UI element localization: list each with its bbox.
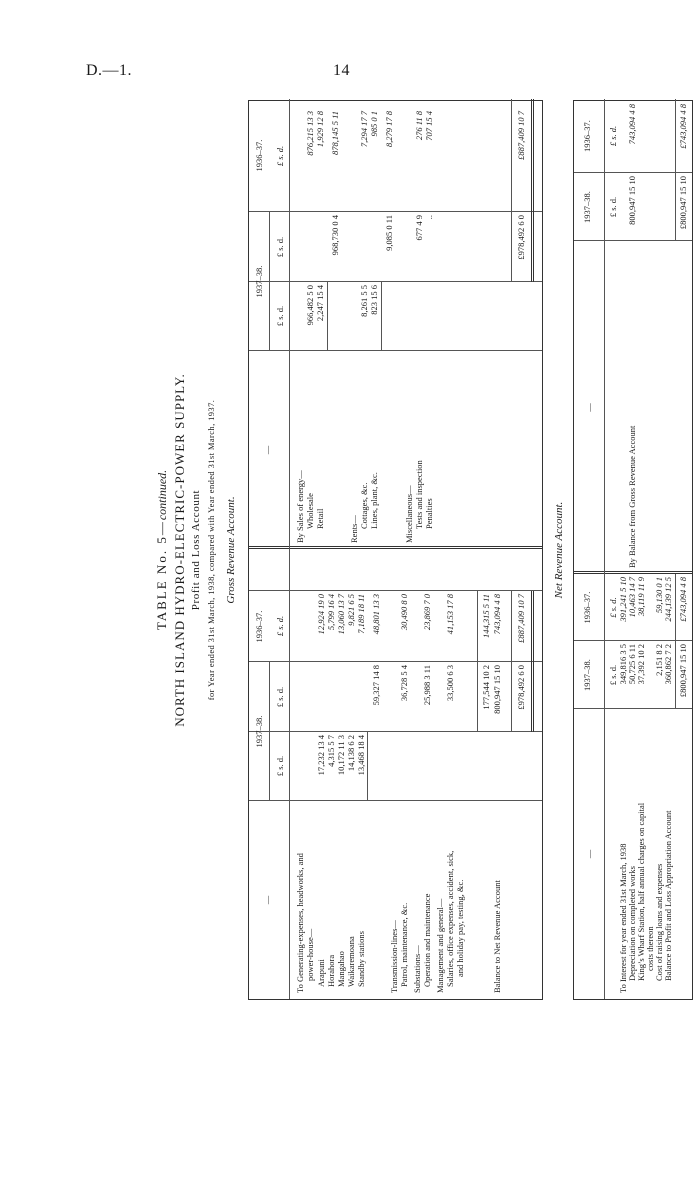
gross-dr-col-1936: 1936–37.	[254, 610, 264, 643]
cottages-1936: 7,294 17 7	[359, 111, 369, 148]
management-label-3: and holiday pay, testing, &c.	[455, 879, 465, 977]
wholesale-label: Wholesale	[305, 493, 315, 529]
station-waikaremoana: Waikaremoana	[346, 936, 356, 987]
rents-total-1937: 9,085 0 11	[384, 215, 394, 251]
subtotal-1936: 144,315 5 11	[481, 594, 491, 638]
rents-total-1936: 8,279 17 8	[384, 111, 394, 148]
generating-label: To Generating-expenses, headworks, and	[295, 853, 305, 993]
station-value-1936: 12,924 19 0	[316, 594, 326, 635]
cottages-label: Cottages, &c.	[359, 482, 369, 529]
net-revenue-title: Net Revenue Account.	[553, 501, 565, 599]
net-dr-value-1937: 50,725 6 11	[627, 644, 637, 685]
gross-cr-header: —	[262, 445, 272, 455]
sales-total-1937: 968,730 0 4	[330, 215, 340, 256]
sales-label: By Sales of energy—	[295, 470, 305, 543]
station-value-1937: 10,172 11 3	[336, 735, 346, 776]
gross-revenue-title: Gross Revenue Account.	[225, 496, 237, 604]
net-dr-value-1937: 2,151 8 2	[654, 644, 664, 676]
penalties-label: Penalties	[424, 498, 434, 529]
net-cr-value-1936: 743,094 4 8	[627, 104, 637, 145]
subtotal-1937: 177,544 10 2	[481, 665, 491, 710]
net-cr-col-1937: 1937–38.	[582, 191, 592, 223]
penalties-1937: ..	[424, 215, 434, 220]
lsd-unit: £ s. d.	[275, 305, 285, 327]
lsd-unit: £ s. d.	[275, 236, 285, 258]
net-dr-value-1937: 360,862 7 2	[663, 644, 673, 685]
lsd-unit: £ s. d.	[608, 664, 618, 686]
wholesale-1937: 966,482 5 0	[305, 285, 315, 326]
transmission-label-2: Patrol, maintenance, &c.	[399, 902, 409, 987]
net-dr-header: —	[584, 849, 594, 859]
wholesale-1936: 876,215 13 3	[305, 111, 315, 156]
transmission-1937: 36,728 5 4	[399, 665, 409, 702]
net-dr-value-1937: 349,816 3 5	[618, 644, 628, 685]
net-dr-value-1936: 244,139 12 5	[663, 577, 673, 622]
page-ref: D.—1.	[86, 62, 133, 79]
balance-to-net-label: Balance to Net Revenue Account	[492, 880, 502, 993]
retail-1937: 2,247 15 4	[315, 285, 325, 322]
station-horahora: Horahora	[326, 954, 336, 987]
table-number: TABLE No. 5—continued.	[154, 469, 169, 631]
net-revenue-table	[573, 100, 693, 1000]
tests-1936: 276 11 8	[414, 111, 424, 141]
management-label-2: Salaries, office expenses, accident, sick,	[445, 850, 455, 987]
substations-label-2: Operation and maintenance	[422, 893, 432, 987]
net-dr-value-1936: 391,241 5 10	[618, 577, 628, 622]
station-value-1936: 7,189 18 11	[356, 594, 366, 634]
station-value-1937: 13,468 18 4	[356, 735, 366, 776]
balance-to-net-1936: 743,094 4 8	[492, 594, 502, 635]
lsd-unit: £ s. d.	[275, 755, 285, 777]
net-cr-total-1937: £800,947 15 10	[678, 176, 688, 230]
table-subtitle: Profit and Loss Account	[190, 489, 202, 611]
sales-total-1936: 878,145 5 11	[330, 111, 340, 155]
tests-label: Tests and inspection	[414, 460, 424, 529]
transmission-1936: 30,490 8 0	[399, 594, 409, 631]
net-cr-col-1936: 1936–37.	[582, 120, 592, 152]
station-value-1936: 5,799 16 4	[326, 594, 336, 631]
station-value-1936: 9,821 6 5	[346, 594, 356, 626]
net-dr-value-1936: 59,130 0 1	[654, 577, 664, 614]
station-standby: Standby stations	[356, 931, 366, 987]
lsd-unit: £ s. d.	[608, 597, 618, 618]
penalties-1936: 707 15 4	[424, 111, 434, 141]
gross-cr-total-1936: £887,409 10 7	[516, 111, 526, 160]
net-dr-row-label: King’s Wharf Station, half annual charges on capital	[636, 802, 646, 981]
lsd-unit: £ s. d.	[608, 125, 618, 147]
table-title: NORTH ISLAND HYDRO-ELECTRIC-POWER SUPPLY.	[172, 373, 187, 727]
net-cr-label: By Balance from Gross Revenue Account	[627, 425, 637, 568]
net-dr-row-label: costs thereon	[645, 926, 655, 971]
generating-total-1936: 48,801 13 3	[371, 594, 381, 635]
net-dr-total-1936: £743,094 4 8	[678, 577, 688, 622]
gross-dr-header: —	[262, 895, 272, 905]
cottages-1937: 8,261 5 5	[359, 285, 369, 317]
gross-dr-total-1937: £978,492 6 0	[516, 665, 526, 710]
management-1936: 41,153 17 8	[445, 594, 455, 635]
management-1937: 33,500 6 3	[445, 665, 455, 702]
station-value-1937: 4,315 5 7	[326, 735, 336, 767]
gross-cr-col-1936: 1936–37.	[254, 139, 264, 172]
net-dr-total-1937: £800,947 15 10	[678, 644, 688, 698]
gross-cr-total-1937: £978,492 6 0	[516, 215, 526, 260]
gross-dr-total-1936: £887,409 10 7	[516, 594, 526, 643]
page-number: 14	[333, 62, 350, 79]
net-cr-header: —	[584, 403, 594, 412]
lsd-unit: £ s. d.	[275, 686, 285, 708]
management-label: Management and general—	[435, 898, 445, 993]
lsd-unit: £ s. d.	[608, 196, 618, 218]
net-dr-value-1937: 37,392 10 2	[636, 644, 646, 685]
balance-to-net-1937: 800,947 15 10	[492, 665, 502, 714]
station-value-1937: 17,232 13 4	[316, 735, 326, 776]
station-value-1936: 13,060 13 7	[336, 594, 346, 635]
lines-1936: 985 0 1	[369, 111, 379, 137]
rotated-table-page	[150, 100, 700, 1000]
retail-label: Retail	[315, 508, 325, 529]
tests-1937: 677 4 9	[414, 215, 424, 241]
net-dr-value-1936: 10,463 14 7	[627, 577, 637, 618]
gross-dr-col-1937: 1937–38.	[254, 715, 264, 748]
station-arapuni: Arapuni	[316, 959, 326, 987]
generating-total-1937: 59,327 14 8	[371, 665, 381, 706]
retail-1936: 1,929 12 8	[315, 111, 325, 148]
net-dr-col-1937: 1937–38.	[582, 659, 592, 691]
lsd-unit: £ s. d.	[275, 145, 285, 167]
rents-label: Rents—	[349, 515, 359, 543]
station-value-1937: 14,138 6 2	[346, 735, 356, 772]
lines-label: Lines, plant, &c.	[369, 472, 379, 529]
substations-1937: 25,988 3 11	[422, 665, 432, 706]
transmission-label: Transmission-lines—	[389, 920, 399, 993]
lsd-unit: £ s. d.	[275, 615, 285, 637]
net-dr-row-label: Depreciation on completed works	[627, 866, 637, 981]
net-dr-col-1936: 1936–37.	[582, 591, 592, 624]
gross-cr-col-1937: 1937–38.	[254, 265, 264, 298]
net-cr-value-1937: 800,947 15 10	[627, 176, 637, 225]
substations-1936: 23,869 7 0	[422, 594, 432, 631]
net-dr-row-label: Cost of raising loans and expenses	[654, 863, 664, 981]
gross-revenue-table	[248, 100, 543, 1000]
misc-label: Miscellaneous—	[404, 485, 414, 543]
lines-1937: 823 15 6	[369, 285, 379, 315]
substations-label: Substations—	[412, 945, 422, 993]
station-mangahao: Mangahao	[336, 951, 346, 987]
net-cr-total-1936: £743,094 4 8	[678, 104, 688, 149]
net-dr-row-label: To Interest for year ended 31st March, 1938	[618, 843, 628, 993]
table-period: for Year ended 31st March, 1938, compared with Year ended 31st March, 1937.	[206, 399, 216, 701]
net-dr-value-1936: 38,119 11 9	[636, 577, 646, 617]
generating-label-2: power-house—	[305, 928, 315, 981]
net-dr-row-label: Balance to Profit and Loss Appropriation Account	[663, 810, 673, 981]
